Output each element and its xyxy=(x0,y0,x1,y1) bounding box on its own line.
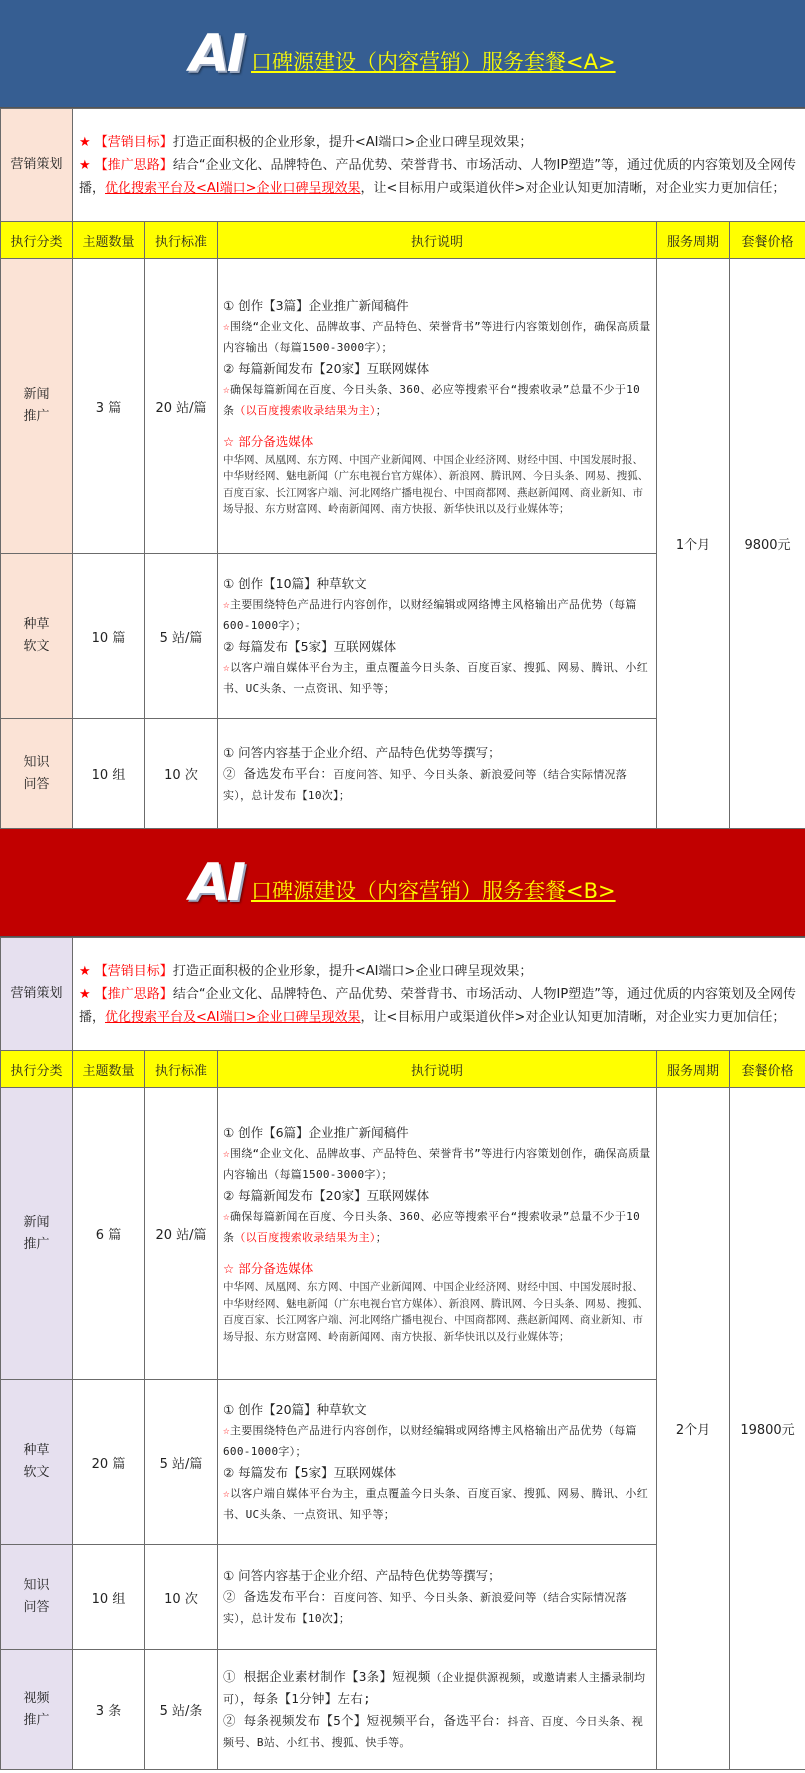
service-period: 2个月 xyxy=(657,1088,730,1770)
package-a-banner xyxy=(0,0,805,108)
star-outline-icon: ☆ xyxy=(223,1261,235,1276)
news-item2-note: 确保每篇新闻在百度、今日头条、360、必应等搜索平台“搜索收录”总量不少于10条 xyxy=(223,1210,640,1244)
news-label xyxy=(1,1088,73,1380)
news-item2-end: ； xyxy=(375,403,388,417)
goal-row xyxy=(1,109,805,222)
qa-item1: ① 问答内容基于企业介绍、产品特色优势等撰写； xyxy=(223,744,501,760)
goal-label: 营销策划 xyxy=(1,938,73,1051)
star-icon: ★ xyxy=(79,134,91,150)
media-list: 中华网、凤凰网、东方网、中国产业新闻网、中国企业经济网、财经中国、中国发展时报、中华财经网、魅电新闻（广东电视台官方媒体）、新浪网、腾讯网、今日头条、网易、搜狐、百度百家、长江网客户端、河北网络广播电视台、中国商都网、燕赵新闻网、商业新知、市场导报、东方财富网、岭南新闻网、南方快报、新华快讯以及行业媒体等； xyxy=(223,453,649,515)
star-outline-icon: ☆ xyxy=(223,382,230,396)
star-icon: ★ xyxy=(79,963,91,979)
grass-item1-note: 主要围绕特色产品进行内容创作，以财经编辑或网络博主风格输出产品优势（每篇600-1000字）； xyxy=(223,598,637,632)
goal-content xyxy=(73,938,805,1051)
header-description: 执行说明 xyxy=(218,222,657,259)
video-desc xyxy=(218,1650,657,1770)
package-price: 19800元 xyxy=(730,1088,805,1770)
qa-item2: ② 备选发布平台： xyxy=(223,1589,334,1604)
star-outline-icon: ☆ xyxy=(223,661,230,674)
goal-text: 打造正面积极的企业形象，提升<AI端口>企业口碑呈现效果； xyxy=(172,134,533,150)
news-row xyxy=(1,1088,805,1380)
header-row xyxy=(1,1051,805,1088)
grass-label-text: 种草软文 xyxy=(23,617,50,654)
video-label xyxy=(1,1650,73,1770)
news-item2: ② 每篇新闻发布【20家】互联网媒体 xyxy=(223,360,430,376)
grass-item1: ① 创作【10篇】种草软文 xyxy=(223,576,367,591)
star-icon: ★ xyxy=(79,157,91,173)
qa-item2-note: 百度问答、知乎、今日头条、新浪爱问等（结合实际情况落实），总计发布【10次】； xyxy=(223,1591,628,1625)
strategy-tail: ，让<目标用户或渠道伙伴>对企业认知更加清晰，对企业实力更加信任； xyxy=(360,180,786,196)
video-label-text: 视频推广 xyxy=(23,1690,50,1728)
strategy-text: 结合“企业文化、品牌特色、产品优势、荣誉背书、市场活动、人物IP塑造”等，通过优质的内容策划及全网传播， xyxy=(79,986,796,1025)
qa-label xyxy=(1,719,73,829)
video-item1-note: （企业提供源视频，或邀请素人主播录制均可） xyxy=(223,1671,646,1706)
news-qty: 6 篇 xyxy=(73,1088,145,1380)
news-item2-end: ； xyxy=(375,1231,388,1244)
qa-label-text: 知识问答 xyxy=(23,754,50,792)
goal-tag: 【营销目标】 xyxy=(94,963,173,979)
news-row xyxy=(1,259,805,554)
strategy-tail: ，让<目标用户或渠道伙伴>对企业认知更加清晰，对企业实力更加信任； xyxy=(360,1009,786,1025)
header-period: 服务周期 xyxy=(657,1051,730,1088)
grass-desc xyxy=(218,554,657,719)
package-b-title: 口碑源建设（内容营销）服务套餐<B> xyxy=(250,878,616,903)
qa-item2: ② 备选发布平台： xyxy=(223,765,334,781)
news-item1-note: 围绕“企业文化、品牌故事、产品特色、荣誉背书”等进行内容策划创作，确保高质量内容输出（每篇1500-3000字）； xyxy=(223,319,651,354)
strategy-tag: 【推广思路】 xyxy=(94,986,173,1002)
goal-content xyxy=(73,109,805,222)
media-list: 中华网、凤凰网、东方网、中国产业新闻网、中国企业经济网、财经中国、中国发展时报、中华财经网、魅电新闻（广东电视台官方媒体）、新浪网、腾讯网、今日头条、网易、搜狐、百度百家、长江网客户端、河北网络广播电视台、中国商都网、燕赵新闻网、商业新知、市场导报、东方财富网、岭南新闻网、南方快报、新华快讯以及行业媒体等； xyxy=(223,1281,649,1343)
grass-item1-note: 主要围绕特色产品进行内容创作，以财经编辑或网络博主风格输出产品优势（每篇600-1000字）； xyxy=(223,1424,637,1458)
news-label-text: 新闻推广 xyxy=(23,1214,50,1252)
grass-qty: 20 篇 xyxy=(73,1380,145,1545)
header-row xyxy=(1,222,805,259)
grass-qty: 10 篇 xyxy=(73,554,145,719)
news-item2-red: （以百度搜索收录结果为主） xyxy=(234,403,376,417)
star-outline-icon: ☆ xyxy=(223,1210,230,1223)
package-b-table xyxy=(0,937,805,1770)
qa-qty: 10 组 xyxy=(73,1545,145,1650)
video-qty: 3 条 xyxy=(73,1650,145,1770)
header-description: 执行说明 xyxy=(218,1051,657,1088)
package-a xyxy=(0,0,805,829)
star-outline-icon: ☆ xyxy=(223,1147,230,1160)
news-item1-note: 围绕“企业文化、品牌故事、产品特色、荣誉背书”等进行内容策划创作，确保高质量内容输出（每篇1500-3000字）； xyxy=(223,1147,651,1181)
video-item2-note: 抖音、百度、今日头条、视频号、B站、小红书、搜狐、快手等。 xyxy=(223,1715,644,1749)
news-item1: ① 创作【6篇】企业推广新闻稿件 xyxy=(223,1125,409,1140)
news-std: 20 站/篇 xyxy=(145,259,218,554)
qa-std: 10 次 xyxy=(145,1545,218,1650)
grass-item2-note: 以客户端自媒体平台为主，重点覆盖今日头条、百度百家、搜狐、网易、腾讯、小红书、UC头条、一点资讯、知乎等； xyxy=(223,1487,649,1521)
media-title: 部分备选媒体 xyxy=(238,433,314,449)
qa-qty: 10 组 xyxy=(73,719,145,829)
video-item1: ① 根据企业素材制作【3条】短视频 xyxy=(223,1669,431,1684)
star-outline-icon: ☆ xyxy=(223,1487,230,1500)
grass-item2: ② 每篇发布【5家】互联网媒体 xyxy=(223,639,397,654)
package-price: 9800元 xyxy=(730,259,805,829)
qa-label-text: 知识问答 xyxy=(23,1578,50,1615)
star-outline-icon: ☆ xyxy=(223,433,235,449)
grass-std: 5 站/篇 xyxy=(145,1380,218,1545)
strategy-text: 结合“企业文化、品牌特色、产品优势、荣誉背书、市场活动、人物IP塑造”等，通过优质的内容策划及全网传播， xyxy=(79,157,796,196)
grass-item2: ② 每篇发布【5家】互联网媒体 xyxy=(223,1465,397,1480)
header-price: 套餐价格 xyxy=(730,1051,805,1088)
service-period: 1个月 xyxy=(657,259,730,829)
grass-label xyxy=(1,554,73,719)
goal-label: 营销策划 xyxy=(1,109,73,222)
video-item2: ② 每条视频发布【5个】短视频平台，备选平台： xyxy=(223,1713,508,1728)
goal-tag: 【营销目标】 xyxy=(94,134,173,150)
qa-item1: ① 问答内容基于企业介绍、产品特色优势等撰写； xyxy=(223,1568,501,1583)
header-quantity: 主题数量 xyxy=(73,1051,145,1088)
star-outline-icon: ☆ xyxy=(223,1424,230,1437)
grass-item1: ① 创作【20篇】种草软文 xyxy=(223,1402,367,1417)
package-b-banner xyxy=(0,829,805,937)
grass-std: 5 站/篇 xyxy=(145,554,218,719)
news-std: 20 站/篇 xyxy=(145,1088,218,1380)
news-label-text: 新闻推广 xyxy=(23,387,50,424)
ai-logo: AI xyxy=(189,852,243,913)
package-a-title: 口碑源建设（内容营销）服务套餐<A> xyxy=(251,49,616,74)
video-std: 5 站/条 xyxy=(145,1650,218,1770)
qa-item2-note: 百度问答、知乎、今日头条、新浪爱问等（结合实际情况落实），总计发布【10次】； xyxy=(223,767,628,802)
header-category: 执行分类 xyxy=(1,222,73,259)
star-outline-icon: ☆ xyxy=(223,598,230,611)
grass-label xyxy=(1,1380,73,1545)
news-item1: ① 创作【3篇】企业推广新闻稿件 xyxy=(223,297,409,313)
news-item2: ② 每篇新闻发布【20家】互联网媒体 xyxy=(223,1188,430,1203)
star-icon: ★ xyxy=(79,986,91,1002)
qa-desc xyxy=(218,1545,657,1650)
strategy-link[interactable]: 优化搜索平台及<AI端口>企业口碑呈现效果 xyxy=(105,1009,361,1025)
news-desc xyxy=(218,259,657,554)
news-qty: 3 篇 xyxy=(73,259,145,554)
goal-row xyxy=(1,938,805,1051)
grass-label-text: 种草软文 xyxy=(23,1443,50,1480)
grass-desc xyxy=(218,1380,657,1545)
news-item2-note: 确保每篇新闻在百度、今日头条、360、必应等搜索平台“搜索收录”总量不少于10条 xyxy=(223,382,640,417)
header-category: 执行分类 xyxy=(1,1051,73,1088)
header-standard: 执行标准 xyxy=(145,1051,218,1088)
news-label xyxy=(1,259,73,554)
goal-text: 打造正面积极的企业形象，提升<AI端口>企业口碑呈现效果； xyxy=(172,963,533,979)
ai-logo: AI xyxy=(189,23,244,84)
star-outline-icon: ☆ xyxy=(223,319,230,333)
header-quantity: 主题数量 xyxy=(73,222,145,259)
package-a-table xyxy=(0,108,805,829)
strategy-tag: 【推广思路】 xyxy=(94,157,173,173)
news-item2-red: （以百度搜索收录结果为主） xyxy=(234,1231,376,1244)
media-title: 部分备选媒体 xyxy=(238,1261,314,1276)
news-desc xyxy=(218,1088,657,1380)
header-period: 服务周期 xyxy=(657,222,730,259)
qa-label xyxy=(1,1545,73,1650)
header-price: 套餐价格 xyxy=(730,222,805,259)
qa-desc xyxy=(218,719,657,829)
qa-std: 10 次 xyxy=(145,719,218,829)
video-item1-tail: ，每条【1分钟】左右; xyxy=(240,1691,371,1706)
header-standard: 执行标准 xyxy=(145,222,218,259)
package-b xyxy=(0,829,805,1770)
strategy-link[interactable]: 优化搜索平台及<AI端口>企业口碑呈现效果 xyxy=(105,180,361,196)
grass-item2-note: 以客户端自媒体平台为主，重点覆盖今日头条、百度百家、搜狐、网易、腾讯、小红书、UC头条、一点资讯、知乎等； xyxy=(223,661,649,695)
